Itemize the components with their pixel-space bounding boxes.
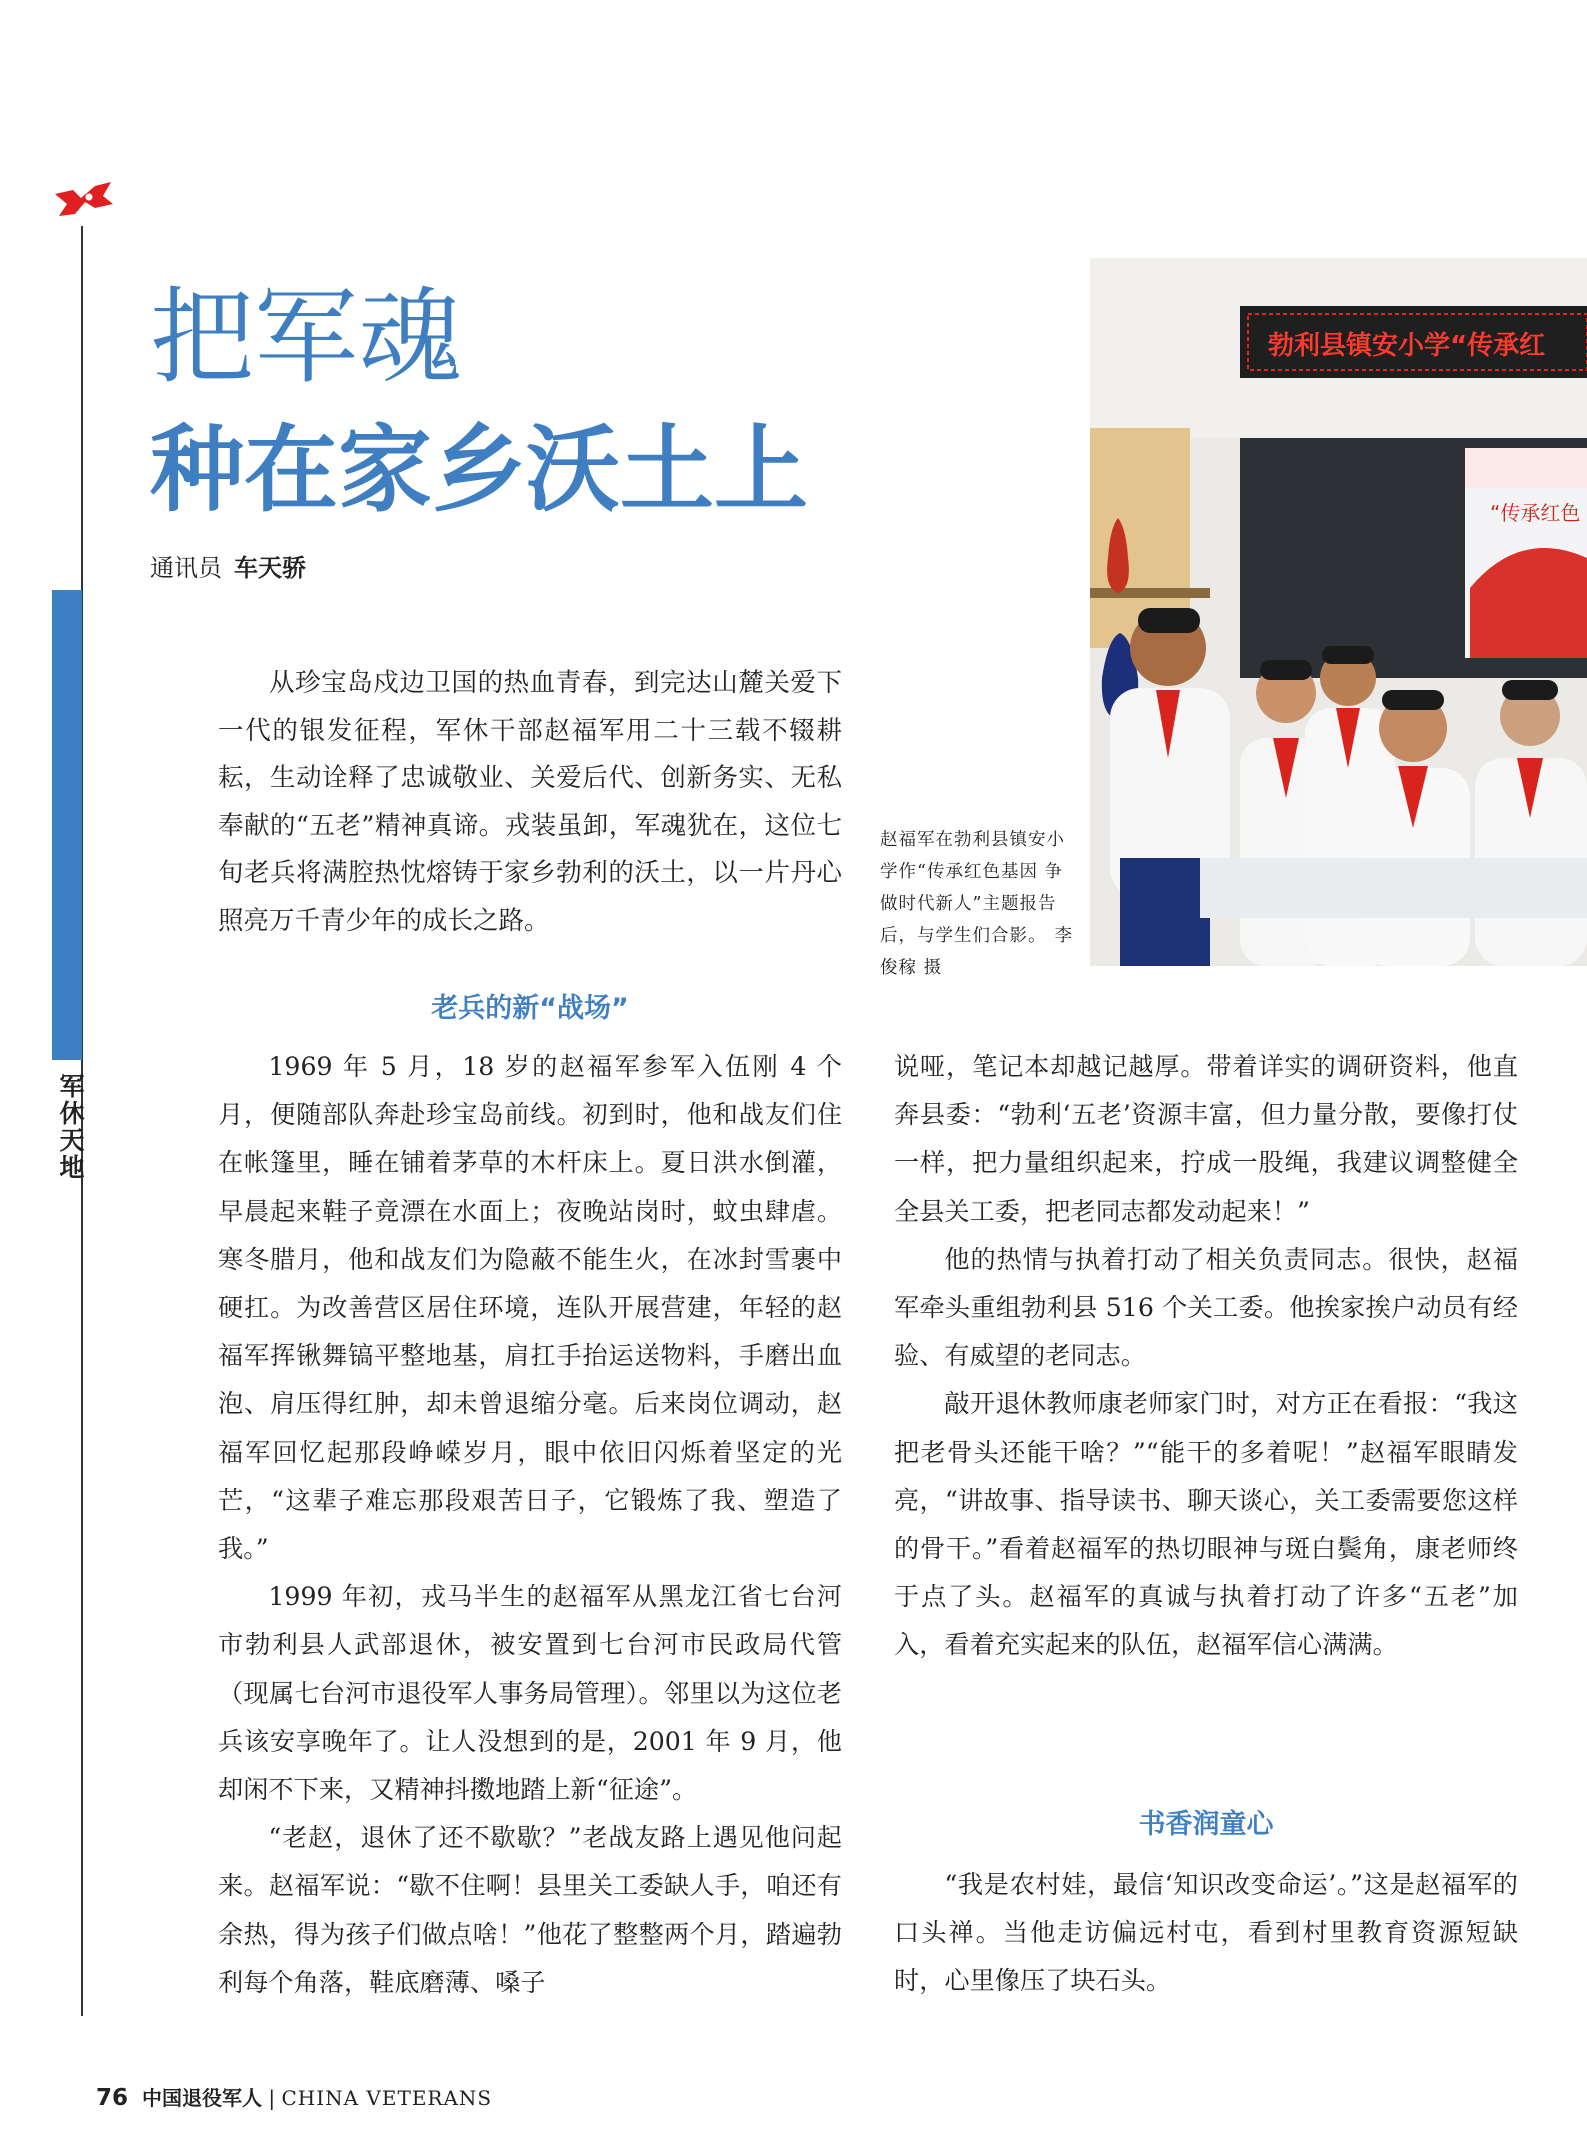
right-column-continued xyxy=(894,1861,1518,2006)
title-line-1: 把军魂 xyxy=(150,276,463,398)
caption-text: 赵福军在勃利县镇安小学作“传承红色基因 争做时代新人”主题报告后，与学生们合影。 xyxy=(880,830,1065,946)
magazine-english-name: CHINA VETERANS xyxy=(281,2086,493,2110)
body-paragraph: 他的热情与执着打动了相关负责同志。很快，赵福军牵头重组勃利县 516 个关工委。他挨家挨户动员有经验、有威望的老同志。 xyxy=(894,1244,1518,1371)
article-intro xyxy=(218,660,842,945)
section-heading: 老兵的新“战场” xyxy=(431,993,629,1024)
body-paragraph: “我是农村娃，最信‘知识改变命运’。”这是赵福军的口头禅。当他走访偏远村屯，看到村里教育资源短缺时，心里像压了块石头。 xyxy=(894,1870,1518,1996)
section-label: 军休天地 xyxy=(56,1073,85,1181)
body-paragraph: “老赵，退休了还不歇歇？”老战友路上遇见他问起来。赵福军说：“歇不住啊！县里关工委缺人手，咱还有余热，得为孩子们做点啥！”他花了整整两个月，踏遍勃利每个角落，鞋底磨薄、嗓子 xyxy=(218,1823,842,1997)
byline-role: 通讯员 xyxy=(150,554,222,582)
photo-credit: 李俊稼 摄 xyxy=(880,926,1073,978)
banner-text: 勃利县镇安小学“传承红 xyxy=(1268,331,1546,361)
title-line-2: 种在家乡沃土上 xyxy=(150,416,809,525)
footer-separator: | xyxy=(268,2086,276,2110)
body-paragraph: 说哑，笔记本却越记越厚。带着详实的调研资料，他直奔县委：“勃利‘五老’资源丰富，但力量分散，要像打仗一样，把力量组织起来，拧成一股绳，我建议调整健全全县关工委，把老同志都发动起来！” xyxy=(894,1052,1518,1226)
page-footer xyxy=(96,2082,492,2111)
body-paragraph: 1969 年 5 月，18 岁的赵福军参军入伍刚 4 个月，便随部队奔赴珍宝岛前线。初到时，他和战友们住在帐篷里，睡在铺着茅草的木杆床上。夏日洪水倒灌，早晨起来鞋子竟漂在水面上；夜晚站岗时，蚊虫肆虐。寒冬腊月，他和战友们为隐蔽不能生火，在冰封雪裹中硬扛。为改善营区居住环境，连队开展营建，年轻的赵福军挥锹舞镐平整地基，肩扛手抬运送物料，手磨出血泡、肩压得红肿，却未曾退缩分毫。后来岗位调动，赵福军回忆起那段峥嵘岁月，眼中依旧闪烁着坚定的光芒，“这辈子难忘那段艰苦日子，它锻炼了我、塑造了我。” xyxy=(218,1052,842,1564)
section-color-bar xyxy=(52,590,82,1060)
intro-paragraph: 从珍宝岛戍边卫国的热血青春，到完达山麓关爱下一代的银发征程，军休干部赵福军用二十三载不辍耕耘，生动诠释了忠诚敬业、关爱后代、创新务实、无私奉献的“五老”精神真谛。戎装虽卸，军魂犹在，这位七旬老兵将满腔热忱熔铸于家乡勃利的沃土，以一片丹心照亮万千青少年的成长之路。 xyxy=(218,668,842,936)
article-photo xyxy=(1090,258,1587,966)
magazine-name: 中国退役军人 xyxy=(142,2086,263,2110)
magazine-logo-icon xyxy=(55,182,115,222)
body-paragraph: 敲开退休教师康老师家门时，对方正在看报：“我这把老骨头还能干啥？”“能干的多着呢！”赵福军眼睛发亮，“讲故事、指导读书、聊天谈心，关工委需要您这样的骨干。”看着赵福军的热切眼神与斑白鬓角，康老师终于点了头。赵福军的真诚与执着打动了许多“五老”加入，看着充实起来的队伍，赵福军信心满满。 xyxy=(894,1389,1518,1660)
body-paragraph: 1999 年初，戎马半生的赵福军从黑龙江省七台河市勃利县人武部退休，被安置到七台河市民政局代管（现属七台河市退役军人事务局管理）。邻里以为这位老兵该安享晚年了。让人没想到的是，2001 年 9 月，他却闲不下来，又精神抖擞地踏上新“征途”。 xyxy=(218,1582,842,1805)
photo-caption xyxy=(880,824,1080,984)
byline xyxy=(150,548,306,583)
left-column xyxy=(218,1043,842,2007)
page-number: 76 xyxy=(96,2085,129,2111)
screen-text: “传承红色 xyxy=(1490,501,1581,525)
right-column xyxy=(894,1043,1518,1670)
section-heading: 书香润童心 xyxy=(1138,1809,1274,1840)
byline-name: 车天骄 xyxy=(234,554,306,582)
